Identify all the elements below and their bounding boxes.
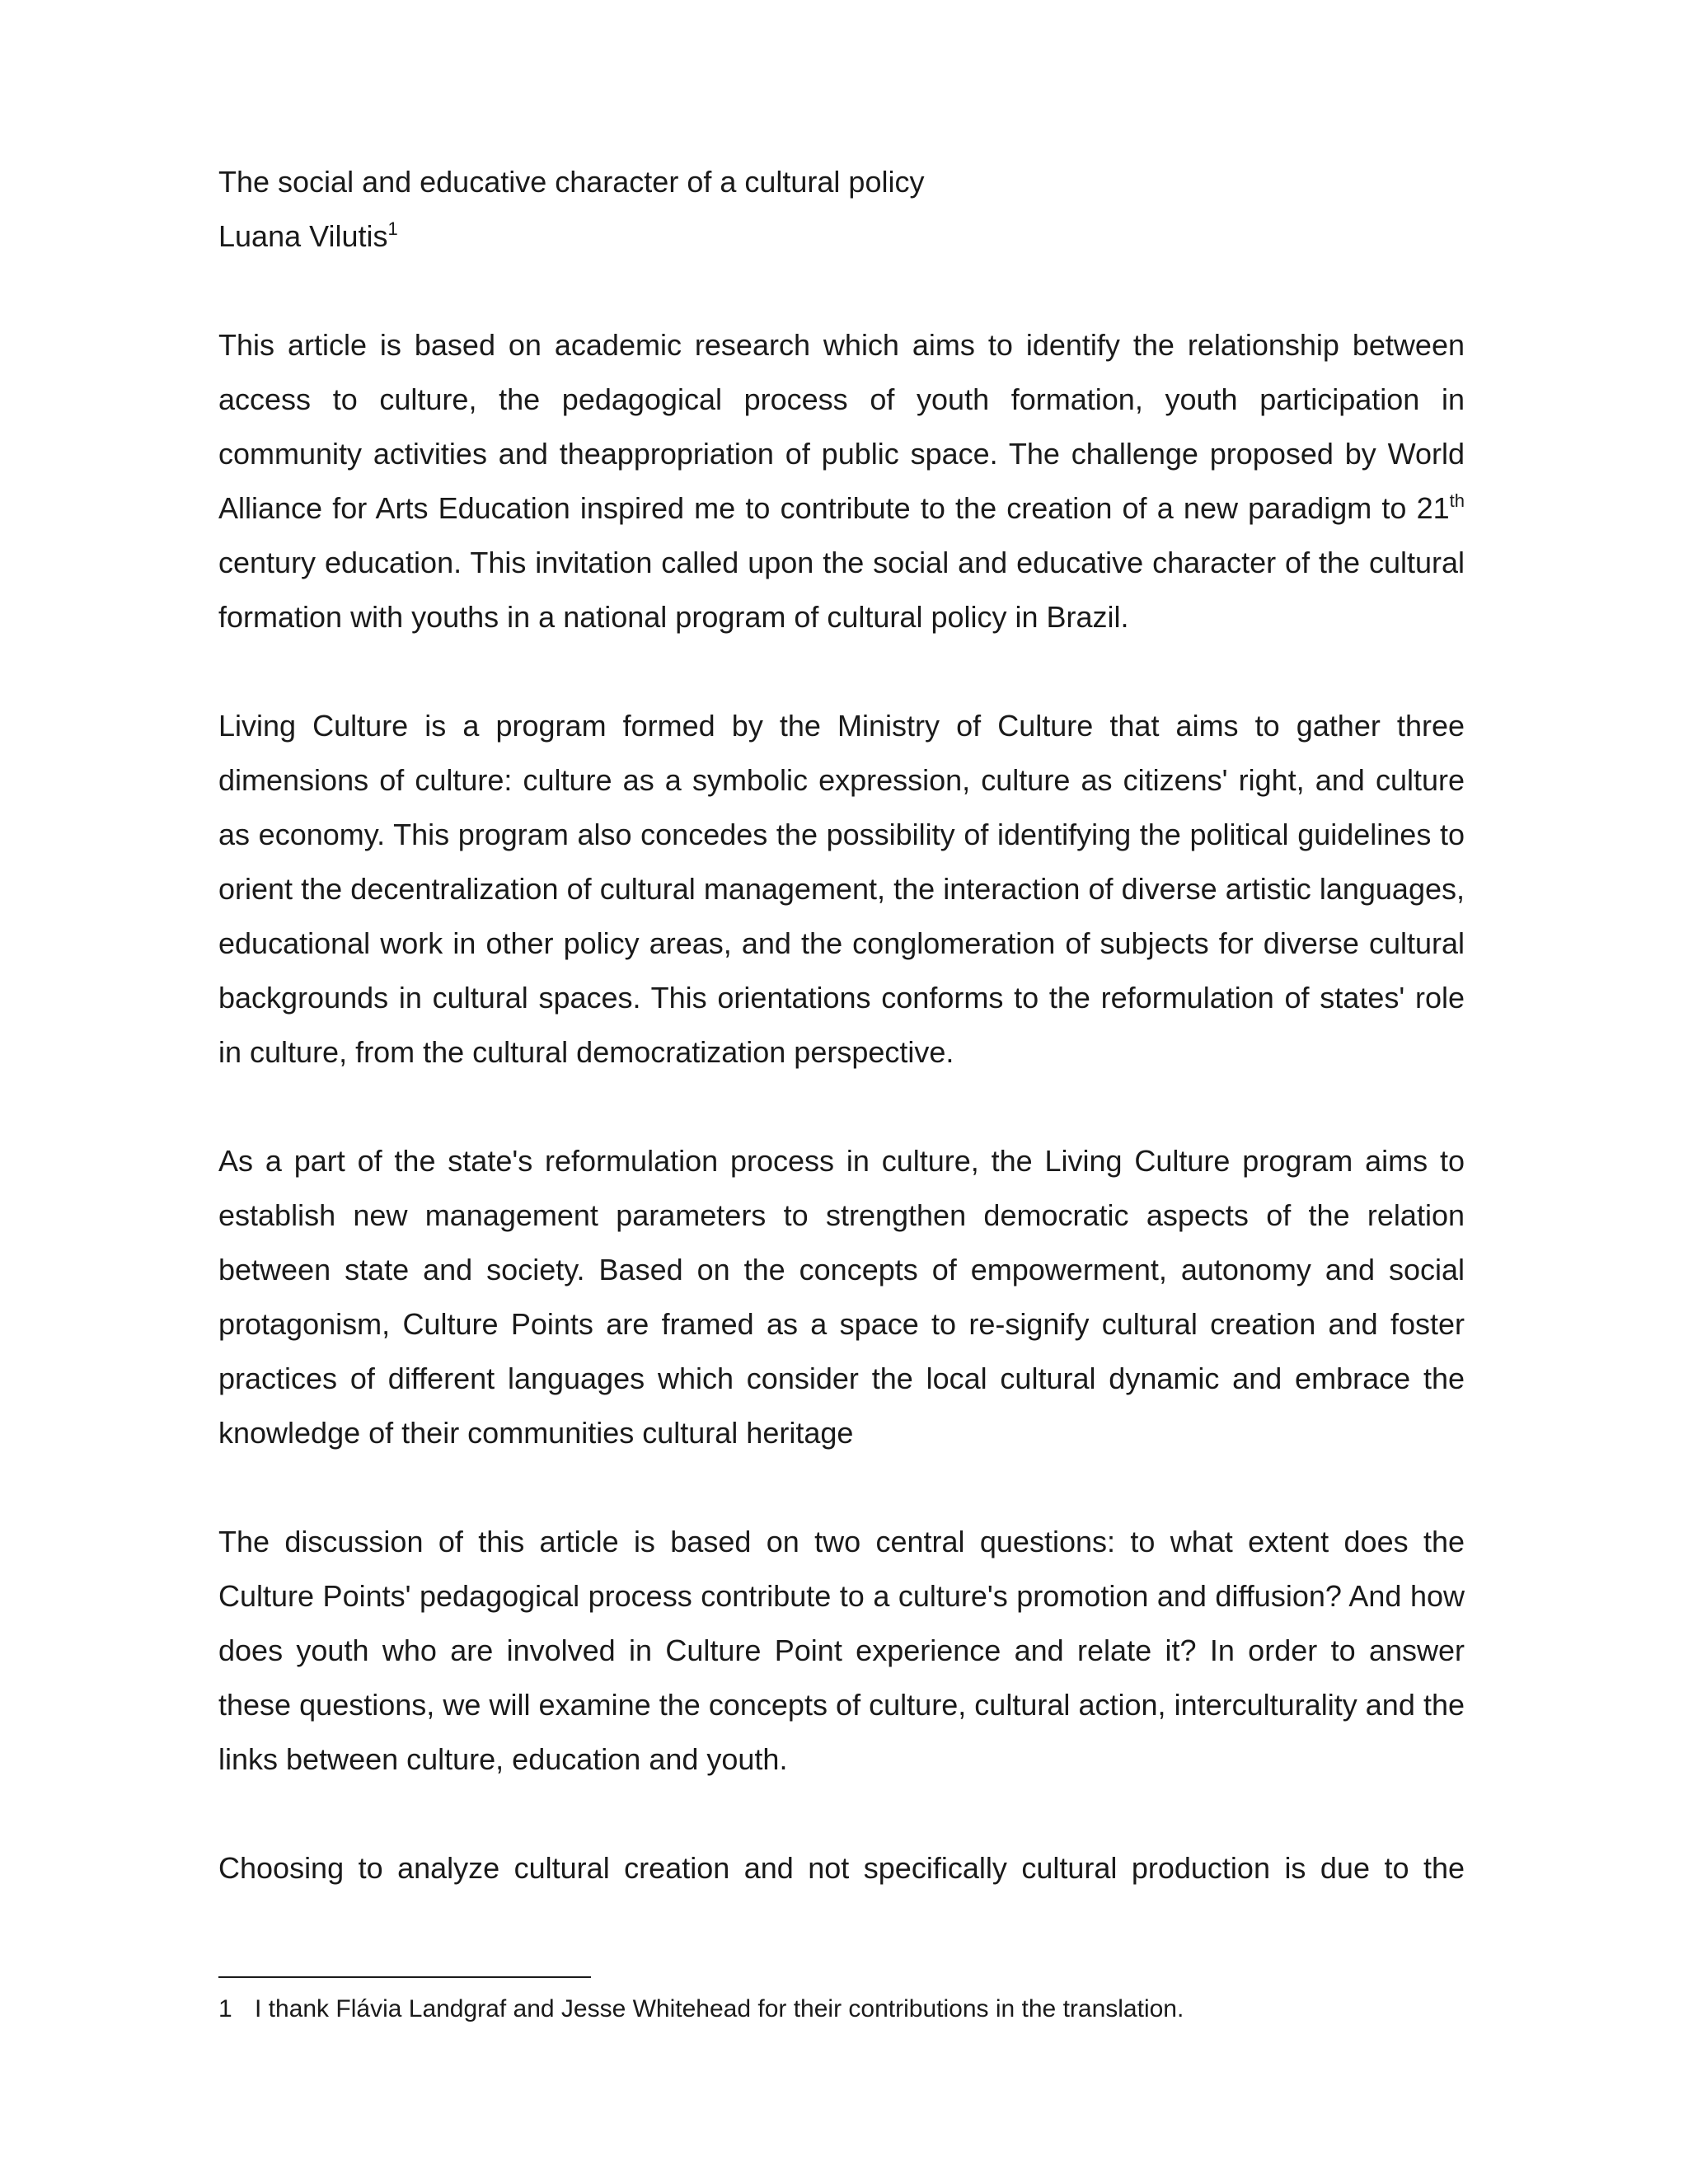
author-line (218, 209, 1465, 264)
author-footnote-mark: 1 (387, 218, 398, 239)
spacer (218, 644, 1465, 699)
footnote (218, 1993, 1465, 2026)
document-title: The social and educative character of a cultural policy (218, 165, 925, 199)
spacer (218, 1460, 1465, 1515)
spacer (218, 1787, 1465, 1841)
paragraph-3: As a part of the state's reformulation process in culture, the Living Culture program aims to establish new management parameters to strengthen democratic aspects of the relation between state and society. Based on the concepts of empowerment, autonomy and social protagonism, Culture Points are framed as a space to re-signify cultural creation and foster practices of different languages which consider the local cultural dynamic and embrace the knowledge of their communities cultural heritage (218, 1144, 1465, 1450)
paragraph-1-text-b: century education. This invitation called upon the social and educative character of the cultural formation with youths in a national program of cultural policy in Brazil. (218, 546, 1465, 634)
footnote-text: I thank Flávia Landgraf and Jesse Whitehead for their contributions in the translation. (255, 1995, 1184, 2022)
spacer (218, 264, 1465, 318)
footnote-number: 1 (218, 1995, 232, 2022)
footnote-divider (218, 1976, 591, 1978)
paragraph-1-text-a: This article is based on academic research which aims to identify the relationship between access to culture, the pedagogical process of youth formation, youth participation in community activities and theappropriation of public space. The challenge proposed by World Alliance for Arts Education inspired me to contribute to the creation of a new paradigm to 21 (218, 328, 1465, 525)
document-body (218, 155, 1465, 1896)
paragraph-5: Choosing to analyze cultural creation and not specifically cultural production is due to the (218, 1851, 1465, 1885)
paragraph-2: Living Culture is a program formed by the Ministry of Culture that aims to gather three dimensions of culture: culture as a symbolic expression, culture as citizens' right, and culture as economy. This program also concedes the possibility of identifying the political guidelines to orient the decentralization of cultural management, the interaction of diverse artistic languages, educational work in other policy areas, and the conglomeration of subjects for diverse cultural backgrounds in cultural spaces. This orientations conforms to the reformulation of states' role in culture, from the cultural democratization perspective. (218, 709, 1465, 1069)
spacer (218, 1080, 1465, 1134)
paragraph-1 (218, 318, 1465, 644)
paragraph-4: The discussion of this article is based on two central questions: to what extent does the Culture Points' pedagogical process contribute to a culture's promotion and diffusion? And how does youth who are involved in Culture Point experience and relate it? In order to answer these questions, we will examine the concepts of culture, cultural action, interculturality and the links between culture, education and youth. (218, 1525, 1465, 1776)
ordinal-superscript: th (1449, 490, 1465, 511)
author-name: Luana Vilutis (218, 219, 388, 253)
